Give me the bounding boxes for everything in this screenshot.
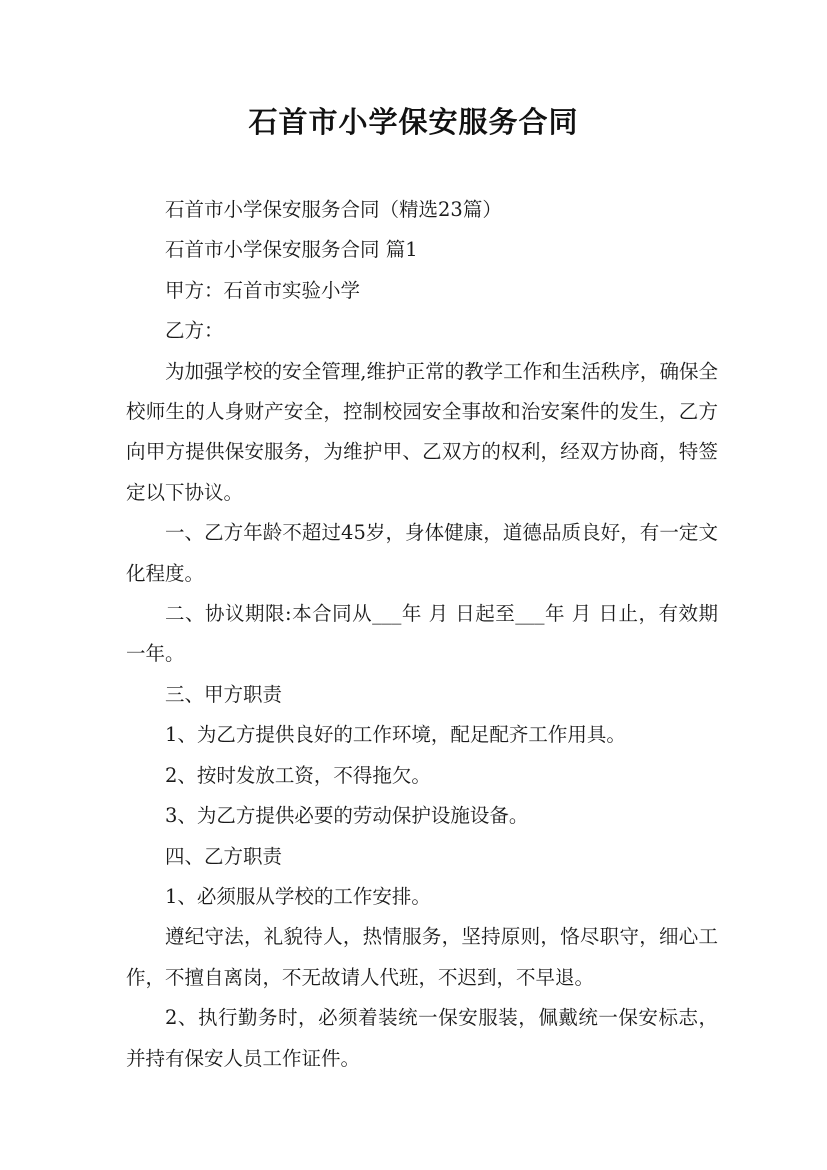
paragraph-purpose: 为加强学校的安全管理,维护正常的教学工作和生活秩序，确保全校师生的人身财产安全，控制校园安全事故和治安案件的发生，乙方向甲方提供保安服务，为维护甲、乙双方的权利，经双方协商，特签定以下协议。 [126, 359, 718, 504]
paragraph-party-a-duty-1: 1、为乙方提供良好的工作环境，配足配齐工作用具。 [165, 723, 626, 747]
paragraph-party-b-duty-1: 1、必须服从学校的工作安排。 [165, 884, 431, 908]
document-body [126, 190, 718, 1079]
paragraph-collection-title: 石首市小学保安服务合同（精选23篇） [165, 198, 502, 221]
paragraph-clause-one: 一、乙方年龄不超过45岁，身体健康，道德品质良好，有一定文化程度。 [126, 521, 718, 585]
document-title: 石首市小学保安服务合同 [248, 105, 579, 139]
paragraph-party-a-duty-2: 2、按时发放工资，不得拖欠。 [165, 763, 431, 787]
paragraph-clause-two: 二、协议期限:本合同从___年 月 日起至___年 月 日止，有效期一年。 [126, 602, 718, 666]
paragraph-party-a-duty-3: 3、为乙方提供必要的劳动保护设施设备。 [165, 804, 529, 828]
paragraph-section-three-heading: 三、甲方职责 [165, 682, 283, 706]
paragraph-conduct-rules: 遵纪守法，礼貌待人，热情服务，坚持原则，恪尽职守，细心工作，不擅自离岗，不无故请人代班，不迟到，不早退。 [126, 925, 718, 989]
paragraph-party-b-duty-2: 2、执行勤务时，必须着装统一保安服装，佩戴统一保安标志，并持有保安人员工作证件。 [126, 1006, 718, 1070]
paragraph-party-a: 甲方：石首市实验小学 [165, 278, 361, 302]
paragraph-party-b: 乙方： [165, 319, 224, 343]
paragraph-article-heading: 石首市小学保安服务合同 篇1 [165, 238, 418, 262]
paragraph-section-four-heading: 四、乙方职责 [165, 844, 283, 868]
